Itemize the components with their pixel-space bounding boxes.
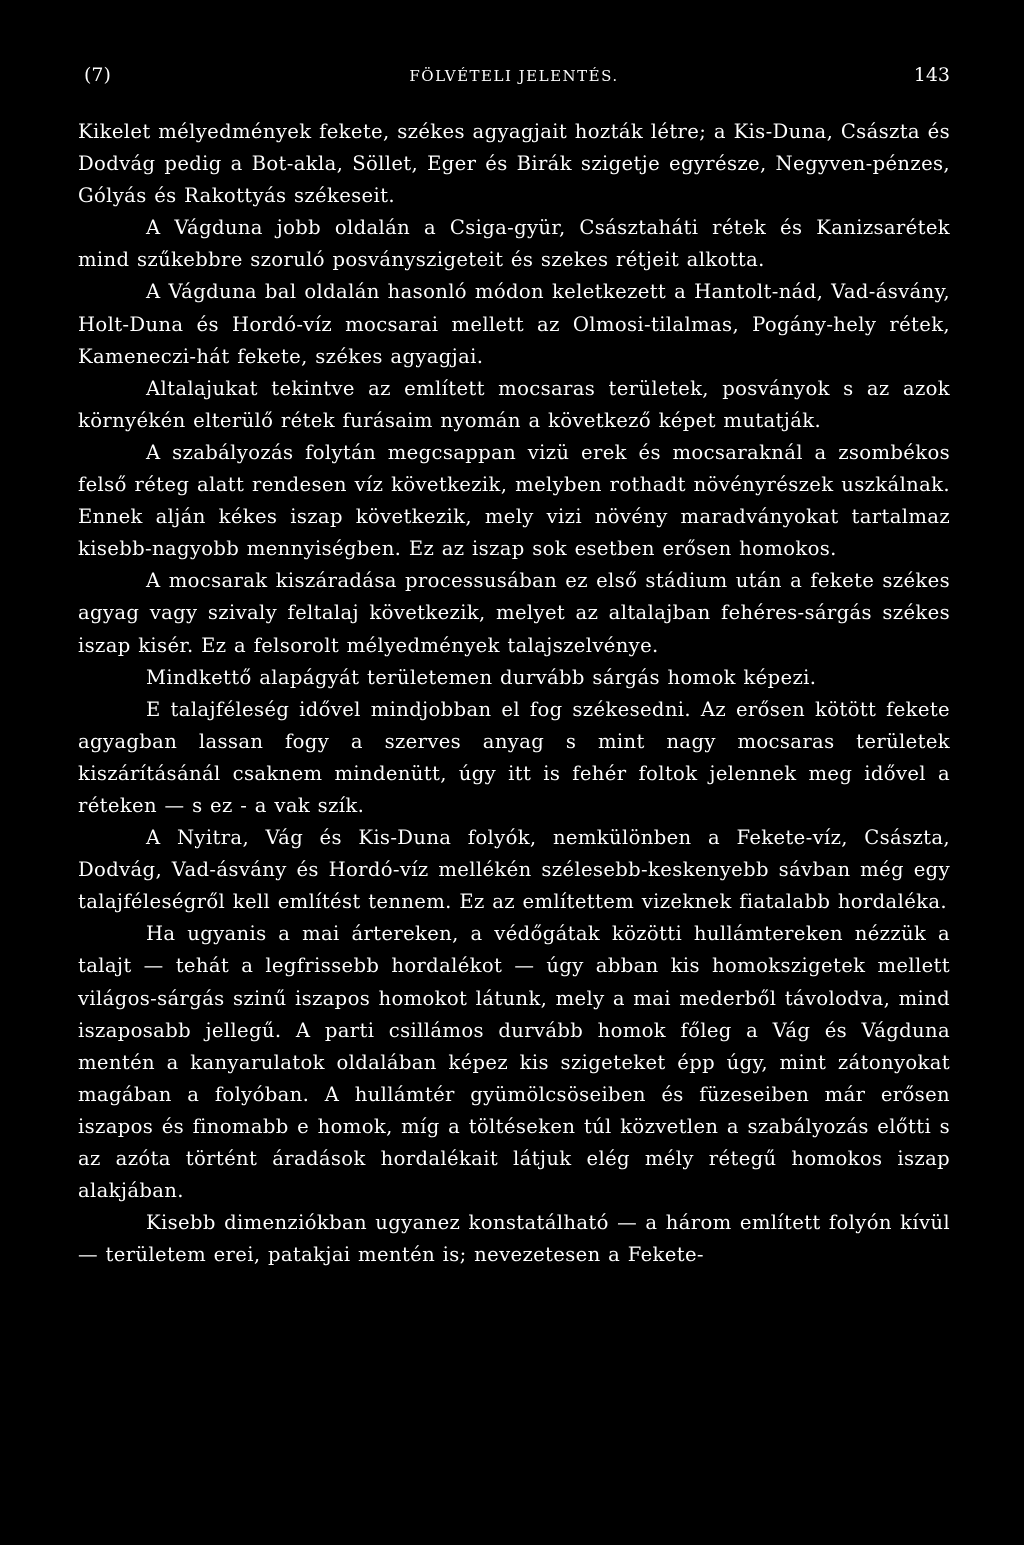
section-number: (7) (84, 64, 111, 86)
paragraph: A Vágduna jobb oldalán a Csiga-gyür, Császtaháti rétek és Kanizsarétek mind szűkebbre szoruló posványszigeteit és szekes rétjeit alkotta. (78, 216, 950, 272)
body-text (78, 116, 950, 1271)
running-header (78, 64, 950, 104)
paragraph: A Nyitra, Vág és Kis-Duna folyók, nemkülönben a Fekete-víz, Császta, Dodvág, Vad-ásvány és Hordó-víz mellékén szélesebb-keskenyebb sávban még egy talajféleségről kell említést tennem. Ez az említettem vizeknek fiatalabb hordaléka. (78, 826, 950, 914)
paragraph: Kikelet mélyedmények fekete, székes agyagjait hozták létre; a Kis-Duna, Császta és Dodvág pedig a Bot-akla, Söllet, Eger és Birák szigetje egyrésze, Negyven-pénzes, Gólyás és Rakottyás székeseit. (78, 120, 950, 208)
paragraph: E talajféleség idővel mindjobban el fog székesedni. Az erősen kötött fekete agyagban lassan fogy a szerves anyag s mint nagy mocsaras területek kiszárításánál csaknem mindenütt, úgy itt is fehér foltok jelennek meg idővel a réteken — s ez - a vak szík. (78, 697, 950, 817)
paragraph: Ha ugyanis a mai ártereken, a védőgátak közötti hullámtereken nézzük a talajt — tehát a legfrissebb hordalékot — úgy abban kis homokszigetek mellett világos-sárgás szinű iszapos homokot látunk, mely a mai mederből távolodva, mind iszaposabb jellegű. A parti csillámos durvább homok főleg a Vág és Vágduna mentén a kanyarulatok oldalában képez kis szigeteket épp úgy, mint zátonyokat magában a folyóban. A hullámtér gyümölcsöseiben és füzeseiben már erősen iszapos és finomabb e homok, míg a töltéseken túl közvetlen a szabályozás előtti s az azóta történt áradások hordalékait látjuk elég mély rétegű homokos iszap alakjában. (78, 922, 950, 1203)
paragraph: Altalajukat tekintve az említett mocsaras területek, posványok s az azok környékén elterülő rétek furásaim nyomán a következő képet mutatják. (78, 376, 950, 432)
page-content (78, 64, 950, 1271)
running-title: FÖLVÉTELI JELENTÉS. (409, 67, 619, 85)
paragraph: A Vágduna bal oldalán hasonló módon keletkezett a Hantolt-nád, Vad-ásvány, Holt-Duna és Hordó-víz mocsarai mellett az Olmosi-tilalmas, Pogány-hely rétek, Kameneczi-hát fekete, székes agyagjai. (78, 280, 950, 368)
paragraph: Mindkettő alapágyát területemen durvább sárgás homok képezi. (146, 665, 817, 689)
paragraph: A szabályozás folytán megcsappan vizü erek és mocsaraknál a zsombékos felső réteg alatt rendesen víz következik, melyben rothadt növényrészek uszkálnak. Ennek alján kékes iszap következik, mely vizi növény maradványokat tartalmaz kisebb-nagyobb mennyiségben. Ez az iszap sok esetben erősen homokos. (78, 440, 950, 561)
page-number: 143 (913, 64, 950, 86)
paragraph: Kisebb dimenziókban ugyanez konstatálható — a három említett folyón kívül — területem erei, patakjai mentén is; nevezetesen a Fekete- (78, 1211, 950, 1267)
paragraph: A mocsarak kiszáradása processusában ez első stádium után a fekete székes agyag vagy szivaly feltalaj következik, melyet az altalajban fehéres-sárgás székes iszap kisér. Ez a felsorolt mélyedmények talajszelvénye. (78, 569, 950, 657)
